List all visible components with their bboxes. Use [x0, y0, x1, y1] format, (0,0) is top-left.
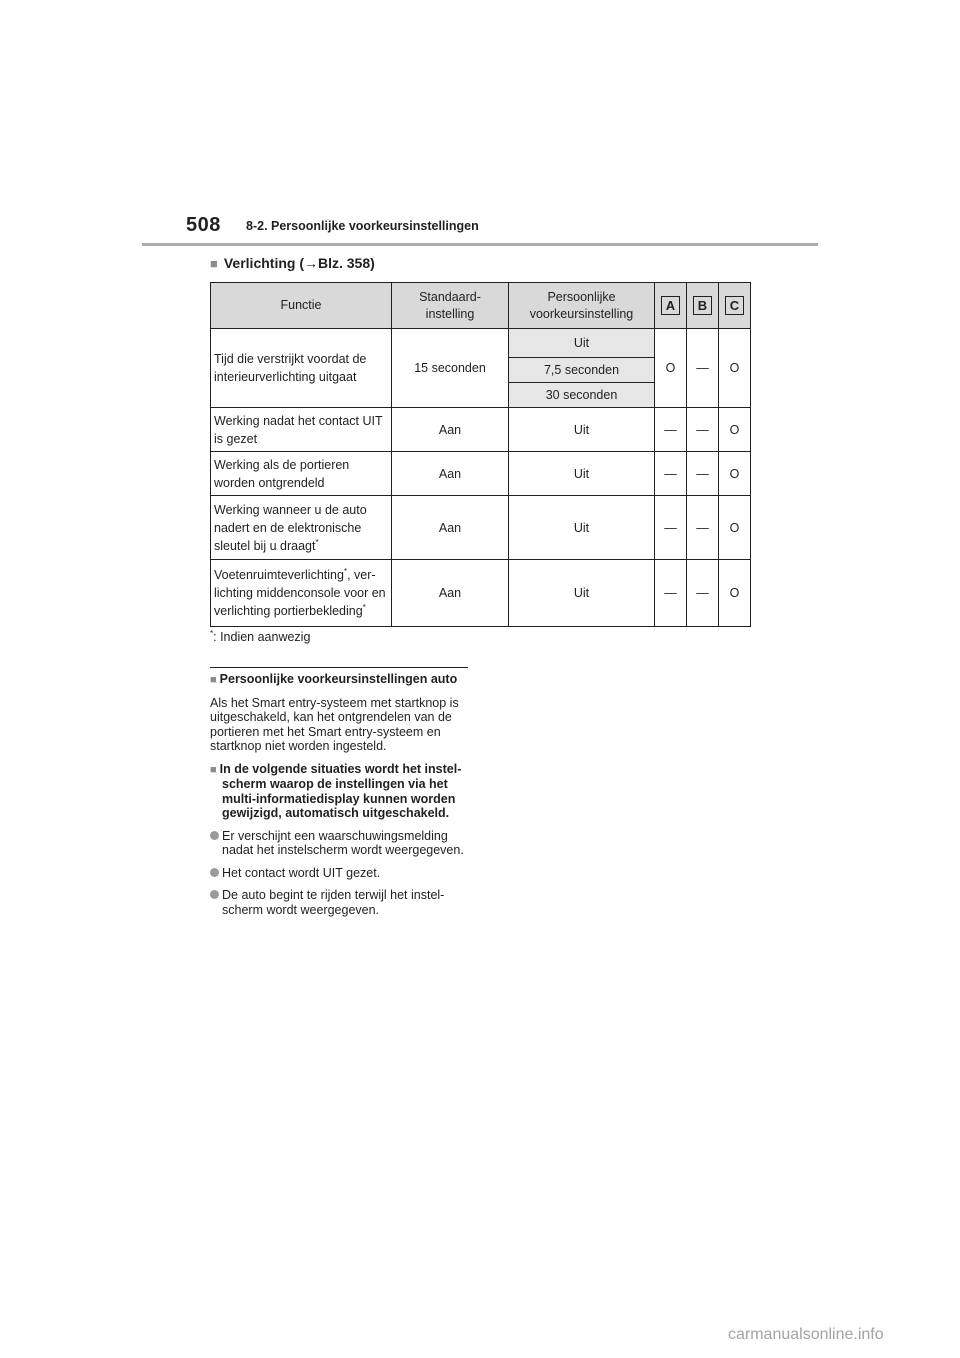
asterisk-mark: *: [315, 537, 319, 547]
cell-default: Aan: [392, 496, 509, 560]
list-item-text: Er verschijnt een waarschuwingsmelding nadat het instelscherm wordt weergegeven.: [222, 828, 464, 857]
list-item: [210, 866, 472, 881]
cell-option: 7,5 seconden: [509, 358, 655, 383]
table-row: [211, 329, 751, 358]
watermark: carmanualsonline.info: [728, 1326, 884, 1343]
letter-b-box-icon: B: [693, 296, 712, 315]
cell-function: Werking nadat het contact UIT is gezet: [211, 408, 392, 452]
cell-a: —: [655, 560, 687, 627]
table-row: [211, 408, 751, 452]
asterisk-mark: *: [343, 566, 348, 576]
table-row: [211, 496, 751, 560]
cell-option: 30 seconden: [509, 383, 655, 408]
cell-b: —: [687, 452, 719, 496]
header-col-b: [687, 283, 719, 329]
header-col-a: [655, 283, 687, 329]
notes-heading-1: [210, 672, 472, 688]
table-header-row: [211, 283, 751, 329]
cell-function-text-1: Voetenruimteverlichting: [214, 568, 344, 582]
list-item: [210, 829, 472, 858]
settings-table: [210, 282, 751, 627]
cell-b: —: [687, 408, 719, 452]
cell-b: —: [687, 560, 719, 627]
asterisk-mark: *: [362, 602, 366, 612]
round-bullet-icon: [210, 890, 219, 899]
header-col-c: [719, 283, 751, 329]
footnote-mark: *: [210, 628, 214, 638]
notes-heading-1-text: Persoonlijke voorkeursinstellingen auto: [219, 672, 458, 686]
cell-default: 15 seconden: [392, 329, 509, 408]
square-bullet-icon: ■: [210, 256, 218, 271]
cell-b: —: [687, 329, 719, 408]
list-item-text: Het contact wordt UIT gezet.: [222, 865, 381, 880]
cell-option: Uit: [509, 329, 655, 358]
cell-option: Uit: [509, 496, 655, 560]
cell-default: Aan: [392, 452, 509, 496]
letter-c-box-icon: C: [725, 296, 744, 315]
cell-option: Uit: [509, 408, 655, 452]
cell-a: O: [655, 329, 687, 408]
cell-function: [211, 496, 392, 560]
cell-function: Tijd die verstrijkt voordat de interieurverlichting uitgaat: [211, 329, 392, 408]
notes-section: [210, 672, 472, 925]
cell-option: Uit: [509, 560, 655, 627]
notes-heading-2-text: In de volgende situaties wordt het instel-scherm waarop de instellingen via het multi-informatiedisplay kunnen worden gewijzigd, automatisch uitgeschakeld.: [219, 761, 462, 820]
section-title: [210, 255, 375, 271]
table-row: [211, 560, 751, 627]
notes-heading-2: [210, 762, 472, 821]
round-bullet-icon: [210, 831, 219, 840]
cell-c: O: [719, 452, 751, 496]
square-bullet-icon: ■: [210, 763, 217, 776]
page-number: 508: [186, 214, 221, 236]
cell-a: —: [655, 408, 687, 452]
notes-paragraph: Als het Smart entry-systeem met startknop is uitgeschakeld, kan het ontgrendelen van de portieren met het Smart entry-systeem en startknop niet worden ingesteld.: [210, 695, 459, 753]
footnote-text: : Indien aanwezig: [213, 630, 311, 644]
cell-c: O: [719, 408, 751, 452]
footnote: [210, 630, 310, 644]
cell-default: Aan: [392, 408, 509, 452]
running-header: 8-2. Persoonlijke voorkeursinstellingen: [246, 219, 479, 233]
cell-function: [211, 560, 392, 627]
cell-a: —: [655, 452, 687, 496]
notes-divider: [210, 667, 468, 668]
letter-a-box-icon: A: [661, 296, 680, 315]
cell-c: O: [719, 560, 751, 627]
cell-a: —: [655, 496, 687, 560]
header-function: Functie: [211, 283, 392, 329]
square-bullet-icon: ■: [210, 674, 217, 686]
cell-c: O: [719, 329, 751, 408]
cell-function: Werking als de portieren worden ontgrendeld: [211, 452, 392, 496]
list-item-text: De auto begint te rijden terwijl het instel-scherm wordt weergegeven.: [222, 888, 445, 917]
cell-option: Uit: [509, 452, 655, 496]
table-row: [211, 452, 751, 496]
cell-b: —: [687, 496, 719, 560]
list-item: [210, 888, 472, 917]
header-custom: Persoonlijke voorkeursinstelling: [509, 283, 655, 329]
cell-default: Aan: [392, 560, 509, 627]
cell-function-text: Werking wanneer u de auto nadert en de elektronische sleutel bij u draagt: [214, 502, 367, 553]
section-title-text: Verlichting (→Blz. 358): [223, 255, 375, 271]
header-rule: [142, 243, 818, 246]
round-bullet-icon: [210, 868, 219, 877]
cell-c: O: [719, 496, 751, 560]
header-default: Standaard- instelling: [392, 283, 509, 329]
cell-function-text-2: , ver-lichting middenconsole voor en verlichting portierbekleding: [214, 568, 386, 618]
